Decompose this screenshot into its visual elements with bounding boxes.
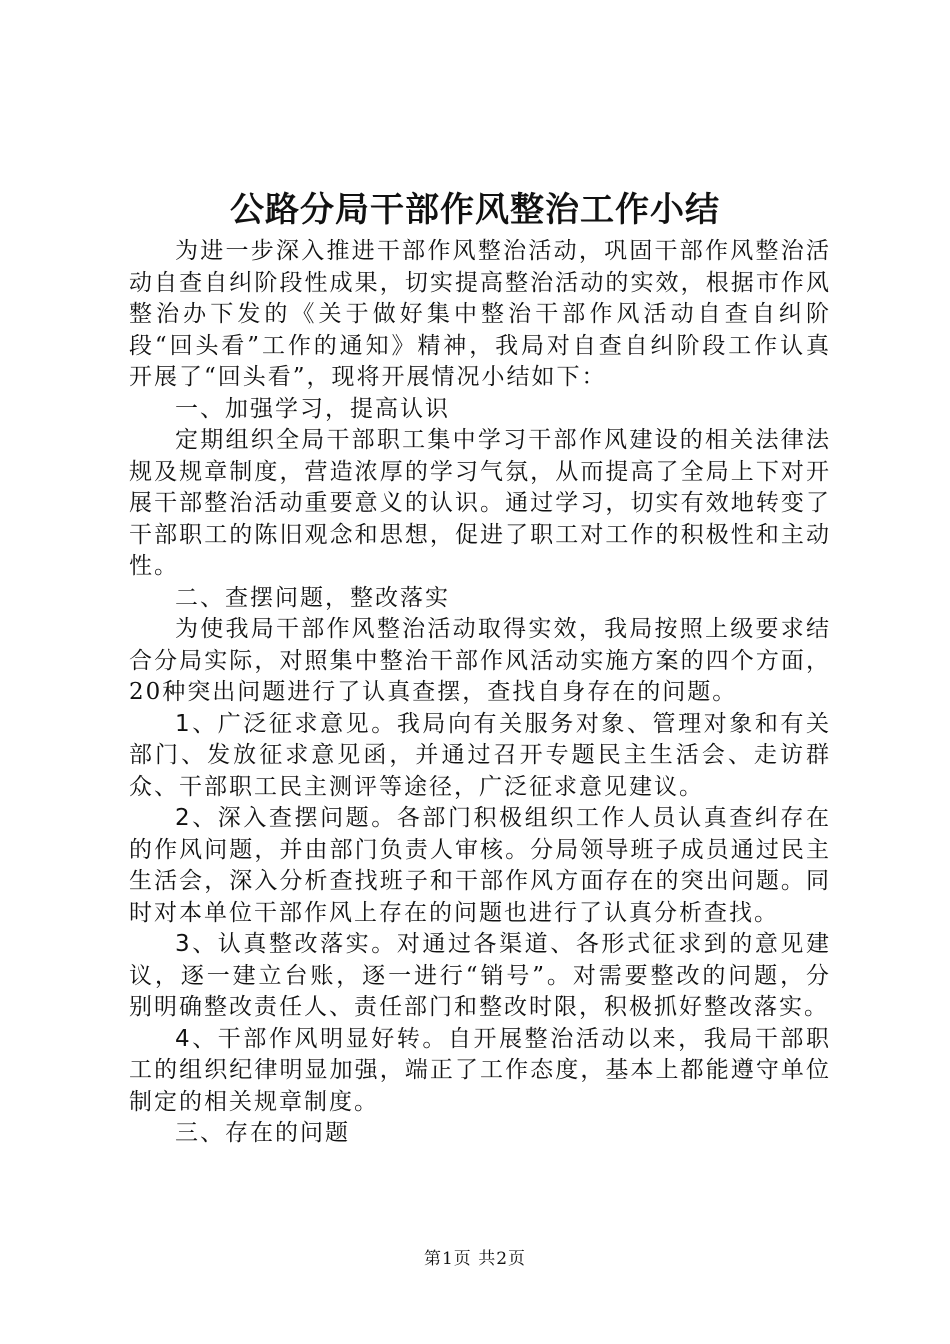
list-item-4 — [129, 1024, 831, 1119]
document-title: 公路分局干部作风整治工作小结 — [230, 190, 720, 230]
list-item-1-text: 我局向有关服务对象、管理对象和有关部门、发放征求意见函，并通过召开专题民主生活会、走访群众、干部职工民主测评等途径，广泛征求意见建议。 — [129, 710, 832, 800]
intro-paragraph: 为进一步深入推进干部作风整治活动，巩固干部作风整治活动自查自纠阶段性成果，切实提高整治活动的实效，根据市作风整治办下发的《关于做好集中整治干部作风活动自查自纠阶段“回头看”工作的通知》精神，我局对自查自纠阶段工作认真开展了“回头看”，现将开展情况小结如下： — [129, 238, 831, 390]
section-heading-3: 三、存在的问题 — [175, 1120, 350, 1146]
list-item-3-text: 对通过各渠道、各形式征求到的意见建议，逐一建立台账，逐一进行“销号”。对需要整改的问题，分别明确整改责任人、责任部门和整改时限，积极抓好整改落实。 — [129, 931, 832, 1020]
list-item-1-lead: 1、广泛征求意见。 — [175, 710, 397, 737]
document-body — [129, 236, 831, 1150]
section-heading-2: 二、查摆问题，整改落实 — [175, 584, 450, 611]
section-heading-1: 一、加强学习，提高认识 — [175, 395, 450, 422]
section-2-paragraph: 为使我局干部作风整治活动取得实效，我局按照上级要求结合分局实际，对照集中整治干部作风活动实施方案的四个方面，20种突出问题进行了认真查摆，查找自身存在的问题。 — [129, 616, 831, 705]
list-item-2-text: 各部门积极组织工作人员认真查纠存在的作风问题，并由部门负责人审核。分局领导班子成员通过民主生活会，深入分析查找班子和干部作风方面存在的突出问题。同时对本单位干部作风上存在的问题也进行了认真分析查找。 — [129, 805, 832, 926]
list-item-1 — [129, 709, 831, 804]
list-item-4-lead: 4、干部作风明显好转。 — [175, 1025, 448, 1052]
list-item-3 — [129, 929, 831, 1024]
page-footer: 第1页 共2页 — [423, 1249, 527, 1269]
list-item-2-lead: 2、深入查摆问题。 — [175, 805, 397, 831]
section-1-paragraph: 定期组织全局干部职工集中学习干部作风建设的相关法律法规及规章制度，营造浓厚的学习气氛，从而提高了全局上下对开展干部整治活动重要意义的认识。通过学习，切实有效地转变了干部职工的陈旧观念和思想，促进了职工对工作的积极性和主动性。 — [129, 427, 831, 579]
list-item-4-text: 自开展整治活动以来，我局干部职工的组织纪律明显加强，端正了工作态度，基本上都能遵守单位制定的相关规章制度。 — [129, 1025, 831, 1115]
list-item-3-lead: 3、认真整改落实。 — [175, 931, 397, 957]
list-item-2 — [129, 803, 831, 929]
